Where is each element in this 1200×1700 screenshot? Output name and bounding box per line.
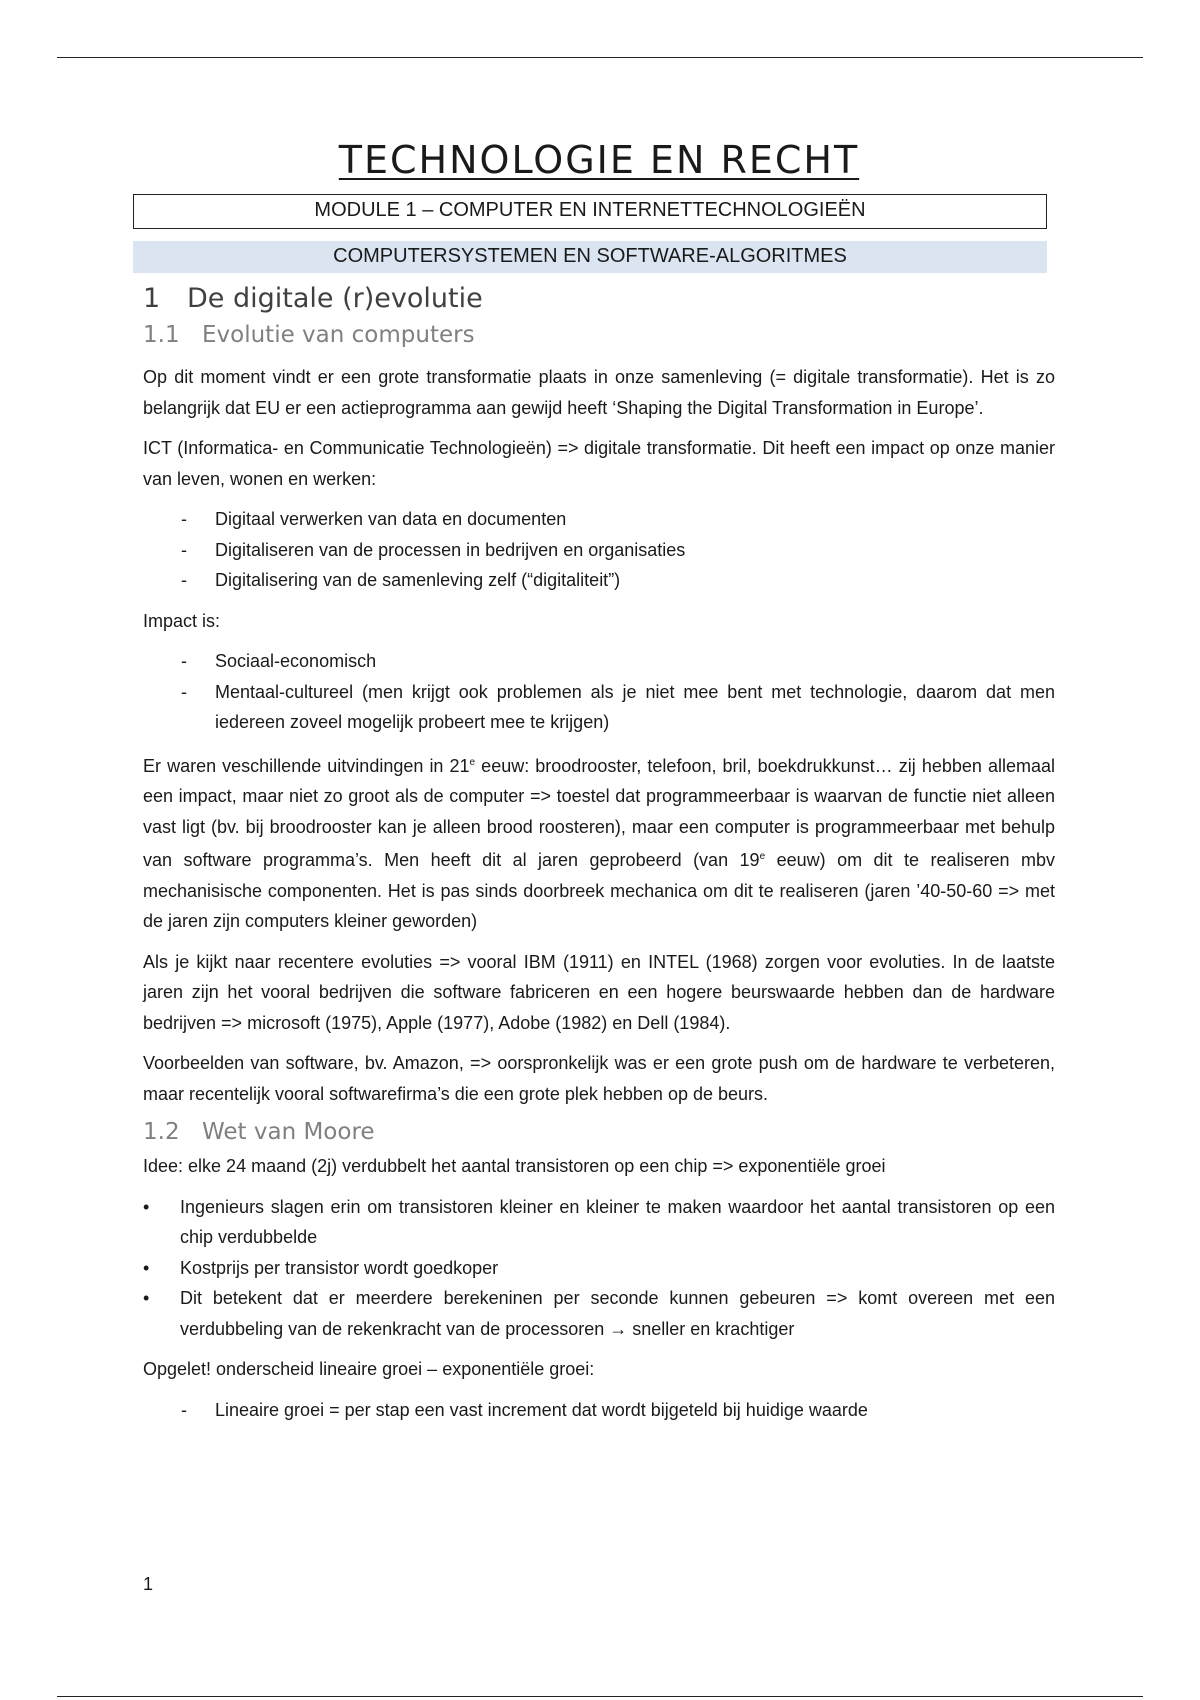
- bullet-marker: •: [143, 1196, 150, 1217]
- header-rule: [57, 57, 1143, 58]
- list-item: • Ingenieurs slagen erin om transistoren kleiner en kleiner te maken waardoor het aantal transistoren op een chip verdubbelde: [143, 1192, 1055, 1253]
- section-number: 1.2: [143, 1119, 180, 1145]
- paragraph: Idee: elke 24 maand (2j) verdubbelt het aantal transistoren op een chip => exponentiële groei: [143, 1156, 886, 1176]
- list-item: • Dit betekent dat er meerdere berekeninen per seconde kunnen gebeuren => komt overeen met een verdubbeling van de rekenkracht van de processoren → sneller en krachtiger: [143, 1283, 1055, 1344]
- section-title: Wet van Moore: [202, 1119, 375, 1145]
- list-item: - Lineaire groei = per stap een vast increment dat wordt bijgeteld bij huidige waarde: [143, 1395, 1055, 1426]
- dash-marker: -: [181, 1399, 187, 1420]
- paragraph: Voorbeelden van software, bv. Amazon, => oorspronkelijk was er een grote push om de hardware te verbeteren, maar recentelijk vooral softwarefirma’s die een grote plek hebben op de beurs.: [143, 1053, 1055, 1104]
- dash-list: [143, 646, 1055, 738]
- list-item: - Digitaliseren van de processen in bedrijven en organisaties: [143, 535, 1055, 566]
- paragraph: Opgelet! onderscheid lineaire groei – exponentiële groei:: [143, 1359, 595, 1379]
- page-number: 1: [143, 1574, 154, 1594]
- section-number: 1.1: [143, 322, 180, 348]
- dash-marker: -: [181, 570, 187, 590]
- dash-marker: -: [181, 681, 187, 702]
- list-item: - Digitalisering van de samenleving zelf (“digitaliteit”): [143, 565, 1055, 596]
- chapter-title: De digitale (r)evolutie: [187, 283, 483, 314]
- dash-marker: -: [181, 539, 187, 560]
- paragraph: Impact is:: [143, 610, 221, 631]
- dash-marker: -: [181, 509, 187, 529]
- list-item: - Mentaal-cultureel (men krijgt ook problemen als je niet mee bent met technologie, daarom dat men iedereen zoveel mogelijk probeert mee te krijgen): [143, 677, 1055, 738]
- module-heading: MODULE 1 – COMPUTER EN INTERNETTECHNOLOGIEËN: [133, 194, 1047, 229]
- paragraph: Er waren veschillende uitvindingen in 21e eeuw: broodrooster, telefoon, bril, boekdrukkunst… zij hebben allemaal een impact, maar niet zo groot als de computer => toestel dat programmeerbaar is waarvan de functie niet alleen vast ligt (bv. bij broodrooster kan je alleen brood roosteren), maar een computer is programmeerbaar met behulp van software programma’s. Men heeft dit al jaren geprobeerd (van 19e eeuw) om dit te realiseren mbv mechanisische componenten. Het is pas sinds doorbreek mechanica om dit te realiseren (jaren ’40-50-60 => met de jaren zijn computers kleiner geworden): [143, 755, 1055, 931]
- paragraph: ICT (Informatica- en Communicatie Technologieën) => digitale transformatie. Dit heeft een impact op onze manier van leven, wonen en werken:: [143, 438, 1055, 489]
- dash-list: [143, 504, 1055, 596]
- footer-rule: [57, 1696, 1143, 1697]
- bullet-marker: •: [143, 1288, 150, 1308]
- document-title: TECHNOLOGIE EN RECHT: [338, 138, 860, 182]
- bullet-marker: •: [143, 1257, 150, 1278]
- list-item: - Sociaal-economisch: [143, 646, 1055, 677]
- section-heading-1-2: [143, 1119, 1055, 1145]
- document-page: [143, 138, 1055, 1435]
- section-heading-1-1: [143, 322, 1055, 348]
- list-item: - Digitaal verwerken van data en documenten: [143, 504, 1055, 535]
- bullet-list: [143, 1192, 1055, 1345]
- chapter-heading: [143, 283, 1055, 314]
- paragraph: Als je kijkt naar recentere evoluties => vooral IBM (1911) en INTEL (1968) zorgen voor evoluties. In de laatste jaren zijn het vooral bedrijven die software fabriceren en een hogere beurswaarde hebben dan de hardware bedrijven => microsoft (1975), Apple (1977), Adobe (1982) en Dell (1984).: [143, 951, 1055, 1033]
- section-band: COMPUTERSYSTEMEN EN SOFTWARE-ALGORITMES: [133, 241, 1047, 273]
- section-title: Evolutie van computers: [202, 322, 475, 348]
- chapter-number: 1: [143, 283, 161, 314]
- dash-marker: -: [181, 651, 187, 671]
- dash-list: [143, 1395, 1055, 1426]
- list-item: • Kostprijs per transistor wordt goedkoper: [143, 1253, 1055, 1284]
- paragraph: Op dit moment vindt er een grote transformatie plaats in onze samenleving (= digitale transformatie). Het is zo belangrijk dat EU er een actieprogramma aan gewijd heeft ‘Shaping the Digital Transformation in Europe’.: [143, 367, 1055, 418]
